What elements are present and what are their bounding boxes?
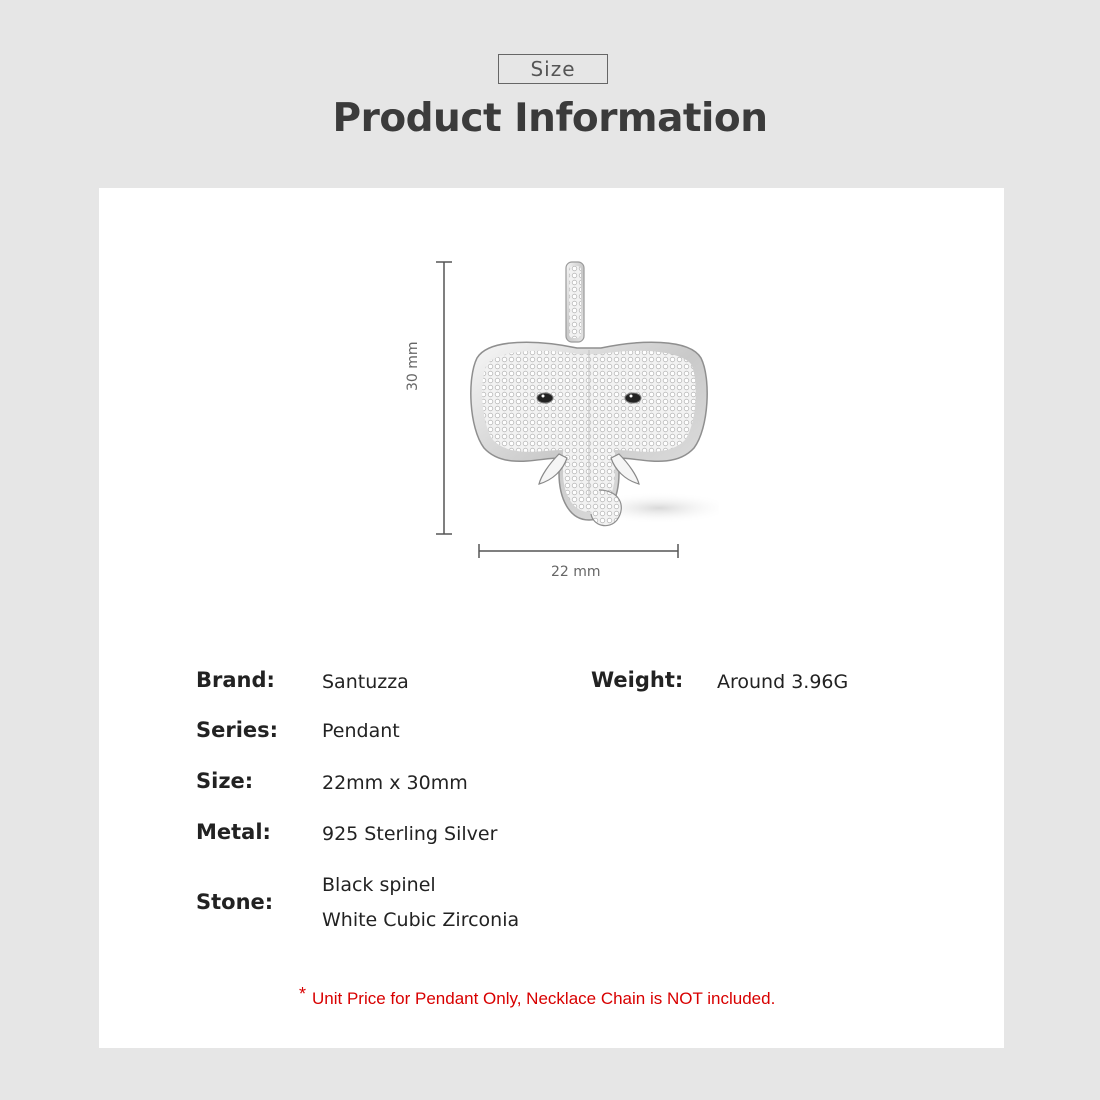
size-value: 22mm x 30mm (322, 772, 468, 794)
weight-value: Around 3.96G (717, 671, 849, 693)
metal-value: 925 Sterling Silver (322, 823, 498, 845)
brand-label: Brand: (196, 668, 275, 692)
size-tab[interactable]: Size (498, 54, 608, 84)
stone-value-line1: Black spinel (322, 874, 436, 896)
elephant-pendant-image (459, 258, 719, 548)
height-dimension-label: 30 mm (405, 341, 421, 391)
notice-text: Unit Price for Pendant Only, Necklace Chain is NOT included. (312, 989, 776, 1008)
series-label: Series: (196, 718, 279, 742)
stone-label: Stone: (196, 890, 274, 914)
series-value: Pendant (322, 720, 400, 742)
metal-label: Metal: (196, 820, 271, 844)
product-card (99, 188, 1004, 1048)
stone-value-line2: White Cubic Zirconia (322, 909, 520, 931)
weight-label: Weight: (591, 668, 684, 692)
width-dimension-label: 22 mm (551, 564, 601, 580)
price-notice (299, 984, 776, 1009)
size-label: Size: (196, 769, 254, 793)
notice-asterisk: * (299, 984, 307, 1004)
page-title: Product Information (332, 96, 768, 141)
brand-value: Santuzza (322, 671, 409, 693)
